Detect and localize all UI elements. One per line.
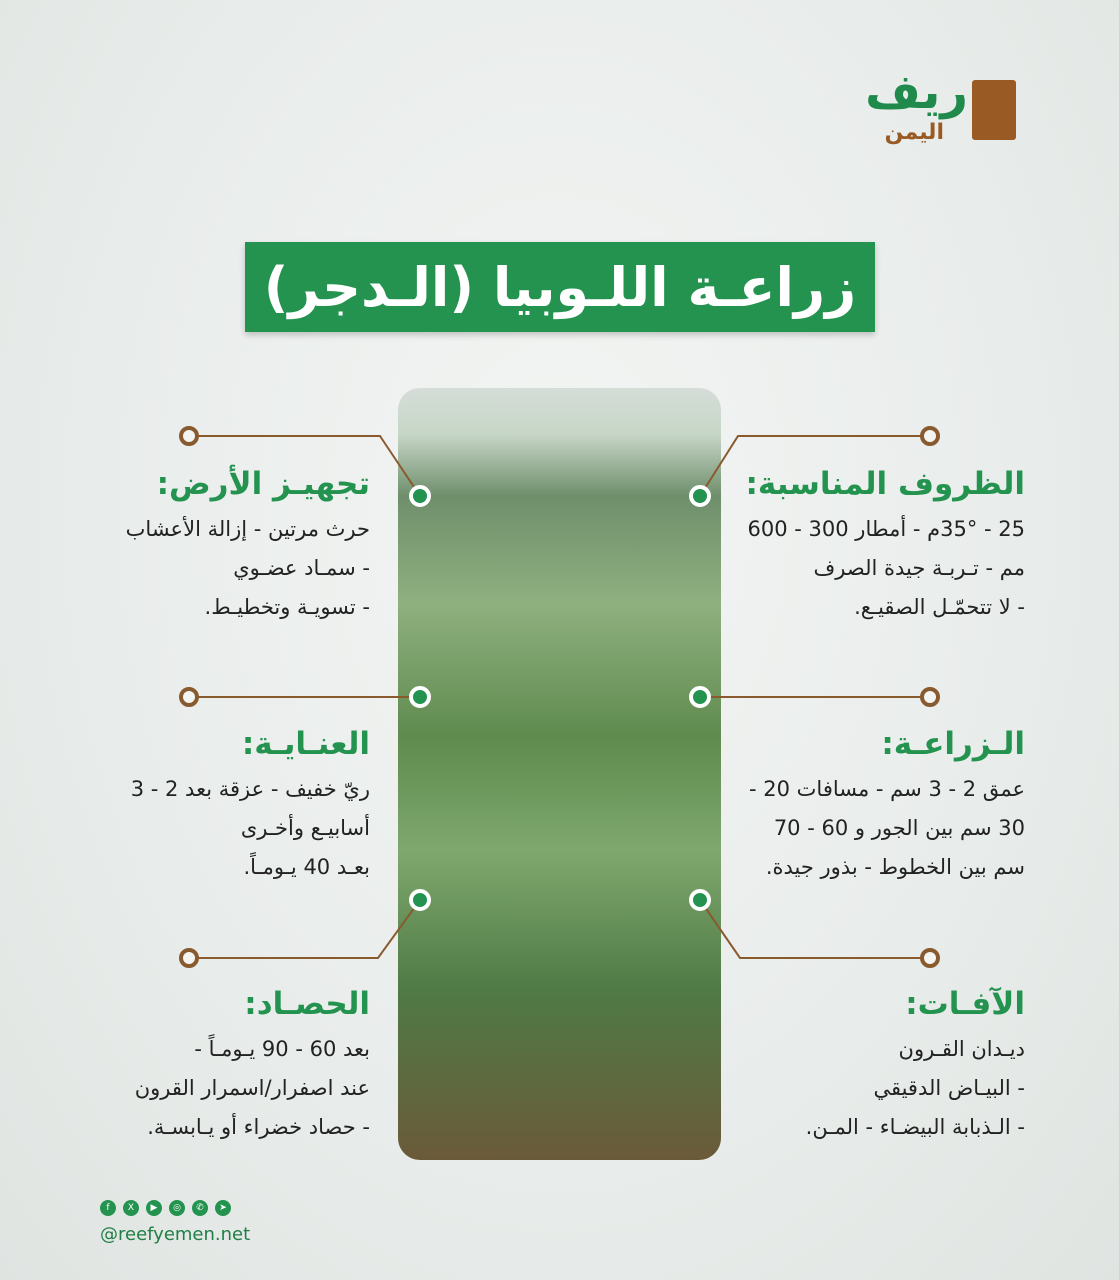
facebook-icon[interactable]: f [100, 1200, 116, 1216]
section-line: مم - تـربـة جيدة الصرف [813, 556, 1025, 580]
instagram-icon[interactable]: ◎ [169, 1200, 185, 1216]
page-title: زراعـة اللـوبيا (الـدجر) [245, 242, 875, 332]
section-line: عمق 2 - 3 سم - مسافات 20 - [748, 777, 1025, 801]
section-planting [745, 726, 1025, 887]
section-conditions [745, 466, 1025, 627]
logo-brand: ريف [865, 64, 968, 120]
website-link[interactable]: @reefyemen.net [100, 1224, 251, 1245]
whatsapp-icon[interactable]: ✆ [192, 1200, 208, 1216]
section-line: حرث مرتين - إزالة الأعشاب [125, 517, 370, 541]
section-line: 30 سم بين الجور و 60 - 70 [773, 816, 1025, 840]
section-title: العنـايـة: [241, 726, 370, 762]
section-harvest [95, 986, 370, 1147]
section-pests [745, 986, 1025, 1147]
section-title: الحصـاد: [244, 986, 370, 1022]
section-title: تجهيـز الأرض: [156, 466, 370, 502]
section-title: الآفـات: [905, 986, 1025, 1022]
youtube-icon[interactable]: ▶ [146, 1200, 162, 1216]
section-title: الـزراعـة: [881, 726, 1025, 762]
section-line: أسابيـع وأخـرى [240, 816, 370, 840]
section-line: - الـذبابة البيضـاء - المـن. [805, 1115, 1025, 1139]
social-icons [100, 1200, 300, 1216]
section-line: 25 - 35°م - أمطار 300 - 600 [747, 517, 1025, 541]
x-icon[interactable]: X [123, 1200, 139, 1216]
footer [100, 1200, 300, 1245]
section-line: - البيـاض الدقيقي [873, 1076, 1025, 1100]
section-line: عند اصفرار/اسمرار القرون [134, 1076, 370, 1100]
section-line: - تسويـة وتخطيـط. [204, 595, 370, 619]
section-line: سم بين الخطوط - بذور جيدة. [765, 855, 1025, 879]
section-line: - حصاد خضراء أو يـابسـة. [147, 1115, 370, 1139]
section-line: - سمـاد عضـوي [233, 556, 370, 580]
section-land-prep [95, 466, 370, 627]
telegram-icon[interactable]: ➤ [215, 1200, 231, 1216]
section-care [95, 726, 370, 887]
section-line: - لا تتحمّـل الصقيـع. [854, 595, 1025, 619]
section-line: ديـدان القـرون [898, 1037, 1025, 1061]
section-title: الظروف المناسبة: [745, 466, 1025, 502]
section-line: بعـد 40 يـومـاً. [243, 855, 370, 879]
section-line: ريّ خفيف - عزقة بعد 2 - 3 [130, 777, 370, 801]
section-line: بعد 60 - 90 يـومـاً - [194, 1037, 370, 1061]
logo-sub: اليمن [884, 120, 944, 145]
